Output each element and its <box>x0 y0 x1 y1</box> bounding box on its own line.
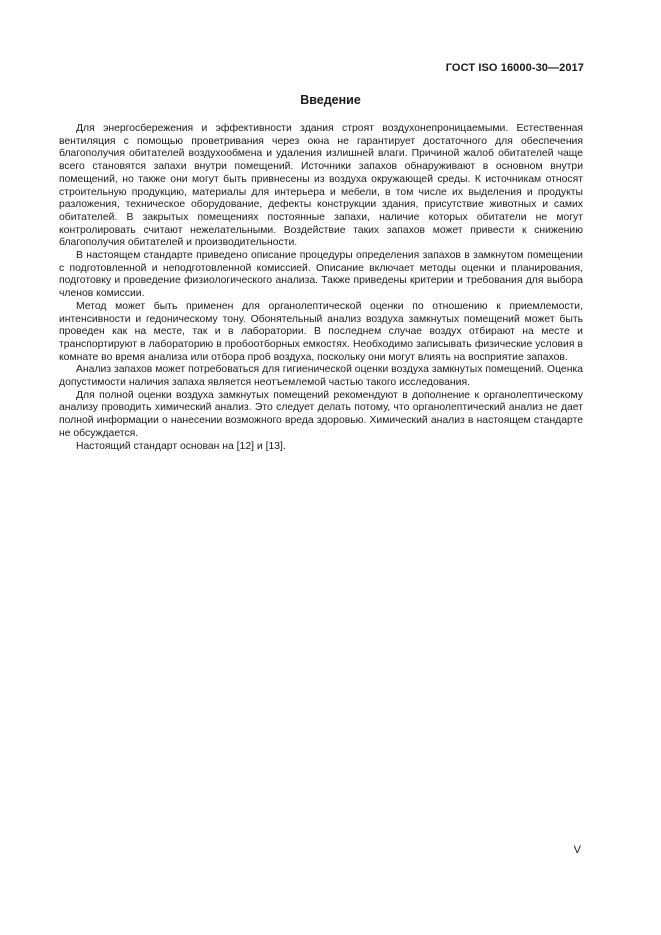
body-text <box>59 123 583 453</box>
section-title: Введение <box>300 93 361 107</box>
paragraph-scope: В настоящем стандарте приведено описание процедуры определения запахов в замкнутом помещении с подготовленной и неподготовленной комиссией. Описание включает методы оценки и планирования, подготовку и проведение физиологического анализа. Также приведены критерии и требования для выбора членов комиссии. <box>59 250 583 300</box>
paragraph-intro: Для энергосбережения и эффективности здания строят воздухонепроницаемыми. Естественная вентиляция с помощью проветривания через окна не гарантирует достаточного для обеспечения благополучия обитателей воздухообмена и удаления излишней влаги. Причиной жалоб обитателей чаще всего становятся запахи внутри помещений. Источники запахов обнаруживают в основном внутри помещений, но также они могут быть привнесены из воздуха окружающей среды. К источникам относят строительную продукцию, материалы для интерьера и мебели, в том числе их выделения и продукты разложения, техническое оборудование, дефекты конструкции здания, присутствие животных и самих обитателей. В закрытых помещениях постоянные запахи, наличие которых обитатели не могут контролировать считают нежелательными. Воздействие таких запахов может привести к снижению благополучия обитателей и производительности. <box>59 123 583 249</box>
standard-identifier: ГОСТ ISO 16000-30—2017 <box>445 62 584 74</box>
paragraph-chemical-analysis: Для полной оценки воздуха замкнутых помещений рекомендуют в дополнение к органолептическому анализу проводить химический анализ. Это следует делать потому, что органолептический анализ не дает полной информации о нанесении возможного вреда здоровью. Химический анализ в настоящем стандарте не обсуждается. <box>59 389 583 439</box>
paragraph-hygiene: Анализ запахов может потребоваться для гигиенической оценки воздуха замкнутых помещений. Оценка допустимости наличия запаха является неотъемлемой частью такого исследования. <box>59 364 583 389</box>
paragraph-references: Настоящий стандарт основан на [12] и [13]. <box>76 440 286 452</box>
paragraph-method: Метод может быть применен для органолептической оценки по отношению к приемлемости, интенсивности и гедоническому тону. Обонятельный анализ воздуха замкнутых помещений может быть проведен как на месте, так и в лаборатории. В последнем случае воздух отбирают на месте и транспортируют в лабораторию в пробоотборных емкостях. Необходимо записывать физические условия в комнате во время анализа или отбора проб воздуха, поскольку они могут влиять на восприятие запахов. <box>59 300 583 363</box>
page-number: V <box>573 844 581 856</box>
